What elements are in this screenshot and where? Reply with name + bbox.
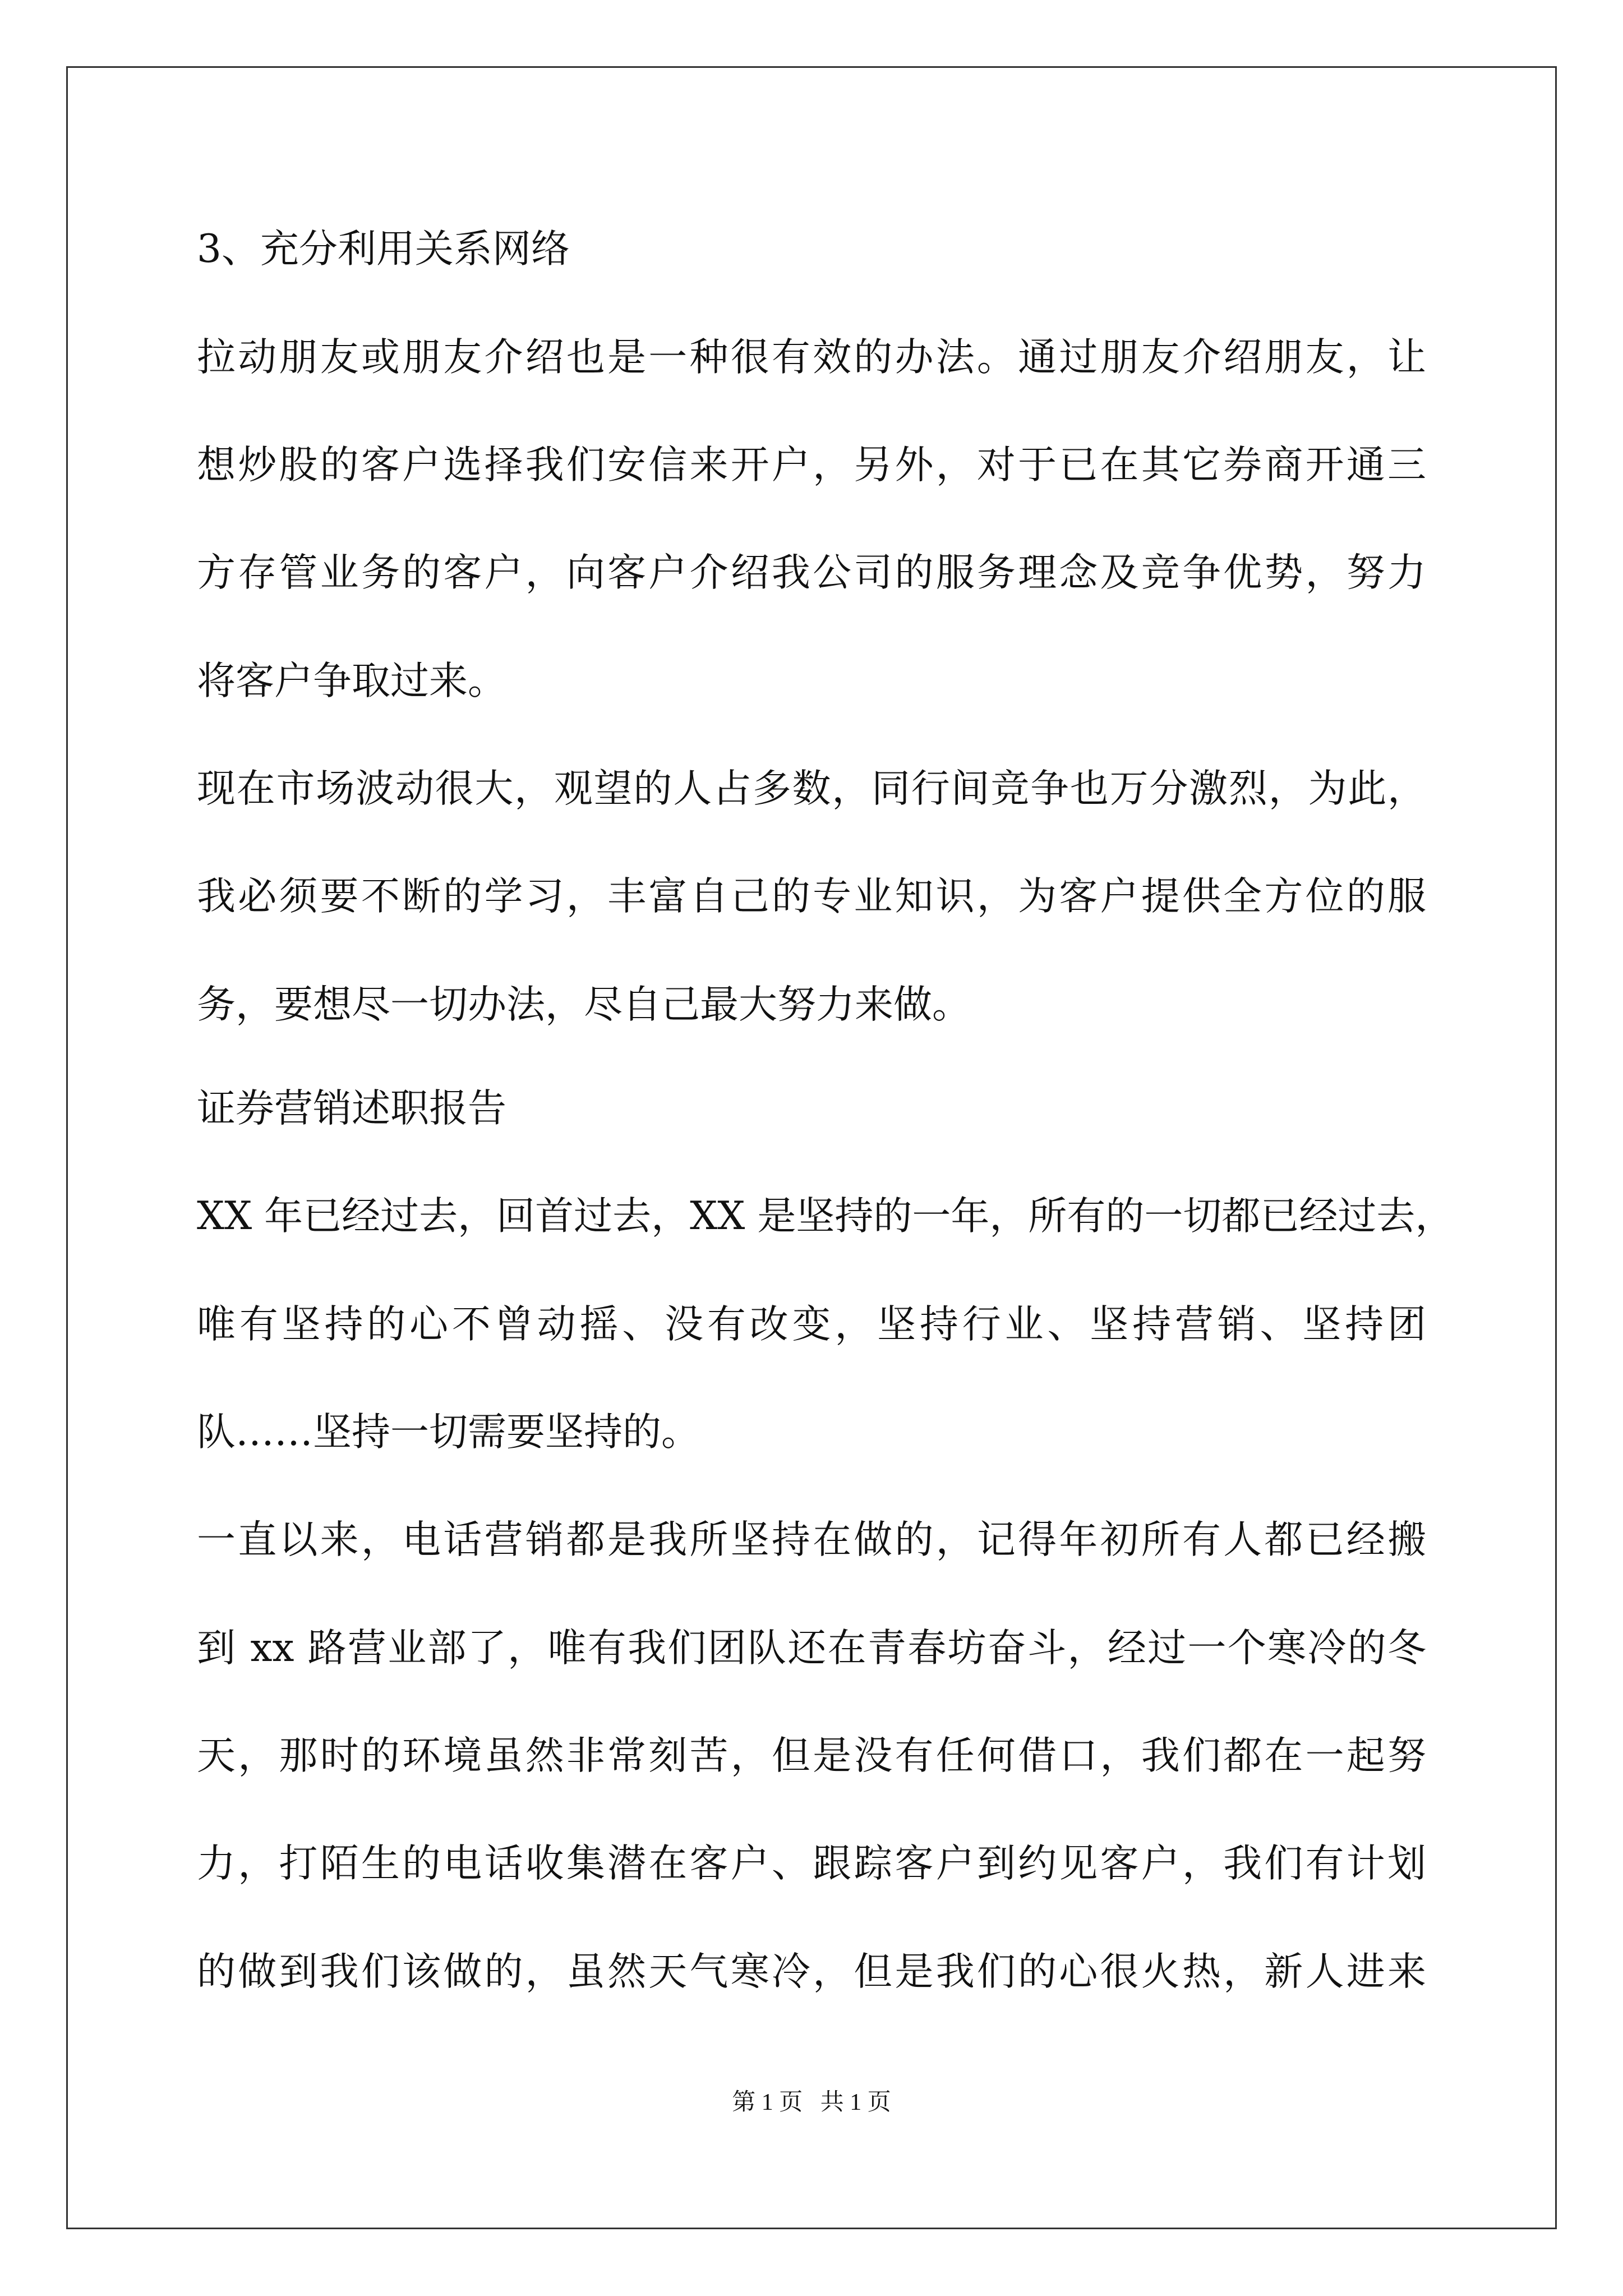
page-number: 第 1 页 共 1 页 (732, 2090, 891, 2115)
page-border (66, 66, 1557, 2229)
paragraph-line: 将客户争取过来。 (197, 659, 506, 703)
paragraph-line: 队……坚持一切需要坚持的。 (197, 1410, 700, 1455)
section-heading: 3、充分利用关系网络 (197, 227, 570, 272)
paragraph-line: 到 xx 路营业部了，唯有我们团队还在青春坊奋斗，经过一个寒冷的冬 (197, 1626, 1426, 1671)
paragraph-line: 现在市场波动很大，观望的人占多数，同行间竞争也万分激烈，为此， (197, 766, 1426, 811)
paragraph-line: 的做到我们该做的，虽然天气寒冷，但是我们的心很火热，新人进来 (197, 1949, 1426, 1994)
paragraph-line: 唯有坚持的心不曾动摇、没有改变，坚持行业、坚持营销、坚持团 (197, 1302, 1426, 1347)
report-title: 证券营销述职报告 (197, 1086, 506, 1131)
paragraph-line: 方存管业务的客户，向客户介绍我公司的服务理念及竞争优势，努力 (197, 550, 1426, 595)
paragraph-line: 想炒股的客户选择我们安信来开户，另外，对于已在其它券商开通三 (197, 443, 1426, 487)
paragraph-line: 务，要想尽一切办法，尽自己最大努力来做。 (197, 982, 971, 1027)
paragraph-line: 我必须要不断的学习，丰富自己的专业知识，为客户提供全方位的服 (197, 874, 1426, 919)
paragraph-line: 力，打陌生的电话收集潜在客户、跟踪客户到约见客户，我们有计划 (197, 1841, 1426, 1886)
paragraph-line: XX 年已经过去，回首过去，XX 是坚持的一年，所有的一切都已经过去， (197, 1194, 1454, 1239)
paragraph-line: 拉动朋友或朋友介绍也是一种很有效的办法。通过朋友介绍朋友，让 (197, 335, 1426, 380)
paragraph-line: 一直以来，电话营销都是我所坚持在做的，记得年初所有人都已经搬 (197, 1517, 1426, 1562)
paragraph-line: 天，那时的环境虽然非常刻苦，但是没有任何借口，我们都在一起努 (197, 1733, 1426, 1778)
